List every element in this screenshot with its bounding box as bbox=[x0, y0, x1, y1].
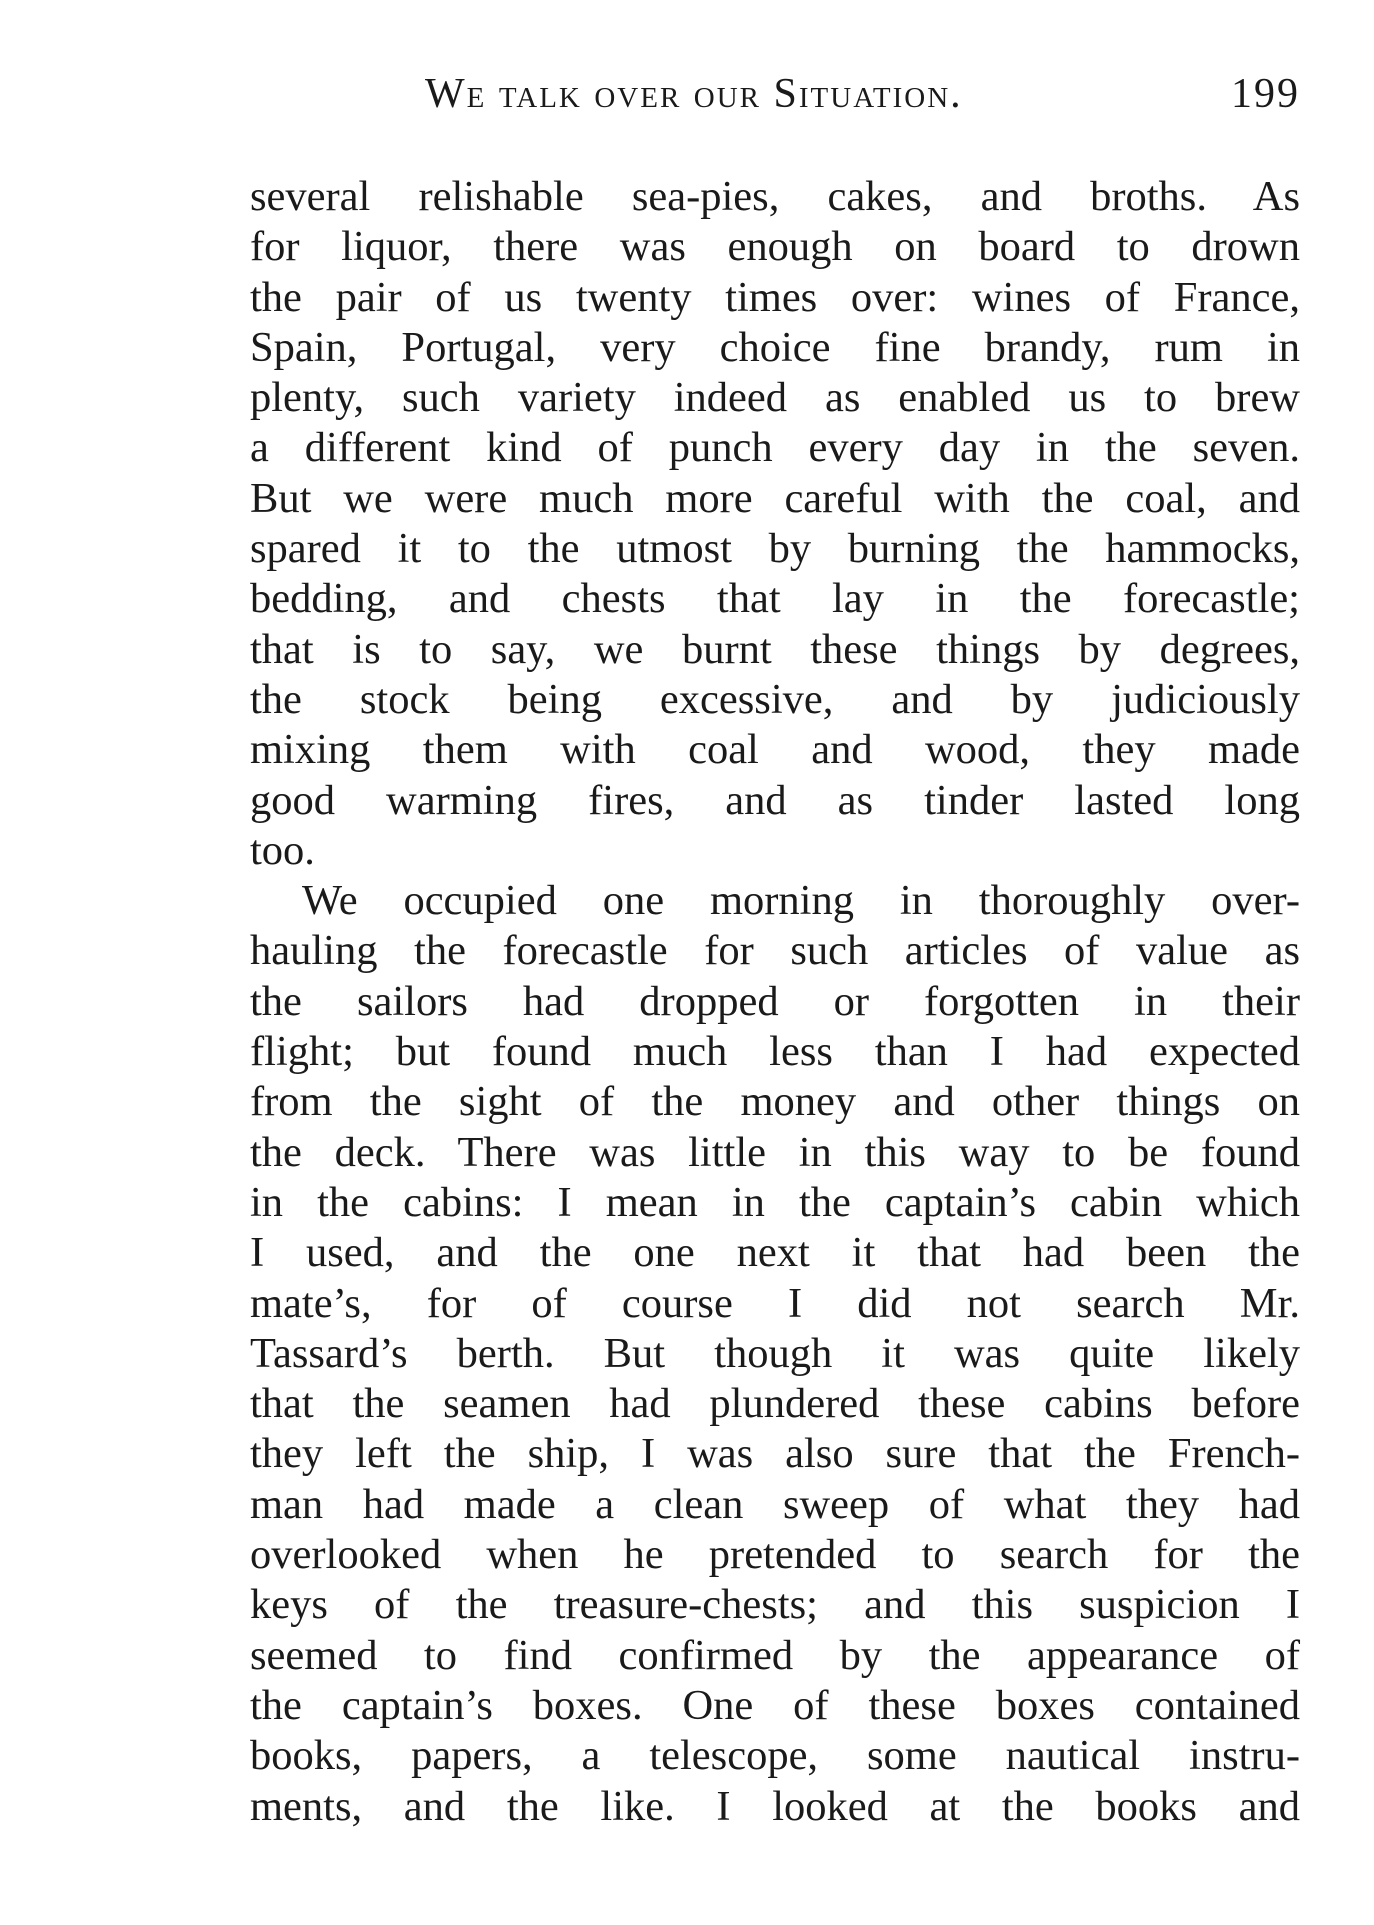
text-line: I used, and the one next it that had been the bbox=[250, 1229, 1300, 1277]
running-title: We talk over our Situation. bbox=[425, 71, 963, 117]
text-line: that the seamen had plundered these cabins before bbox=[250, 1380, 1300, 1428]
text-line: mate’s, for of course I did not search Mr. bbox=[250, 1279, 1300, 1327]
text-line: from the sight of the money and other things on bbox=[250, 1078, 1300, 1126]
page-number: 199 bbox=[1231, 71, 1300, 117]
text-line: the sailors had dropped or forgotten in their bbox=[250, 977, 1300, 1025]
text-line: seemed to find confirmed by the appearance of bbox=[250, 1631, 1300, 1679]
text-line: Tassard’s berth. But though it was quite likely bbox=[250, 1329, 1300, 1377]
text-line: several relishable sea-pies, cakes, and broths. As bbox=[250, 173, 1300, 220]
body-text bbox=[250, 172, 1300, 1832]
text-line: the deck. There was little in this way to be found bbox=[250, 1128, 1300, 1176]
text-line: good warming fires, and as tinder lasted long bbox=[250, 776, 1300, 824]
text-line: books, papers, a telescope, some nautical instru- bbox=[250, 1732, 1300, 1780]
text-line: overlooked when he pretended to search for the bbox=[250, 1531, 1300, 1579]
text-line: We occupied one morning in thoroughly over- bbox=[302, 877, 1300, 925]
text-line: too. bbox=[250, 826, 315, 874]
text-line: plenty, such variety indeed as enabled us to brew bbox=[250, 374, 1300, 422]
text-line: for liquor, there was enough on board to drown bbox=[250, 223, 1300, 271]
text-line: hauling the forecastle for such articles of value as bbox=[250, 927, 1300, 975]
text-line: the captain’s boxes. One of these boxes contained bbox=[250, 1681, 1300, 1729]
text-line: spared it to the utmost by burning the hammocks, bbox=[250, 525, 1300, 573]
text-line: that is to say, we burnt these things by degrees, bbox=[250, 625, 1300, 673]
text-line: Spain, Portugal, very choice fine brandy, rum in bbox=[250, 323, 1300, 371]
text-line: the pair of us twenty times over: wines of France, bbox=[250, 273, 1300, 321]
text-line: the stock being excessive, and by judiciously bbox=[250, 675, 1300, 723]
text-line: mixing them with coal and wood, they made bbox=[250, 726, 1300, 774]
text-line: they left the ship, I was also sure that the French- bbox=[250, 1430, 1300, 1478]
text-line: a different kind of punch every day in the seven. bbox=[250, 424, 1300, 472]
text-line: man had made a clean sweep of what they had bbox=[250, 1480, 1300, 1528]
text-line: bedding, and chests that lay in the forecastle; bbox=[250, 575, 1300, 623]
text-line: ments, and the like. I looked at the books and bbox=[250, 1782, 1300, 1830]
text-line: flight; but found much less than I had expected bbox=[250, 1028, 1300, 1076]
text-line: But we were much more careful with the coal, and bbox=[250, 474, 1300, 522]
text-line: keys of the treasure-chests; and this suspicion I bbox=[250, 1581, 1300, 1629]
text-line: in the cabins: I mean in the captain’s cabin which bbox=[250, 1178, 1300, 1226]
running-head bbox=[250, 70, 1300, 130]
